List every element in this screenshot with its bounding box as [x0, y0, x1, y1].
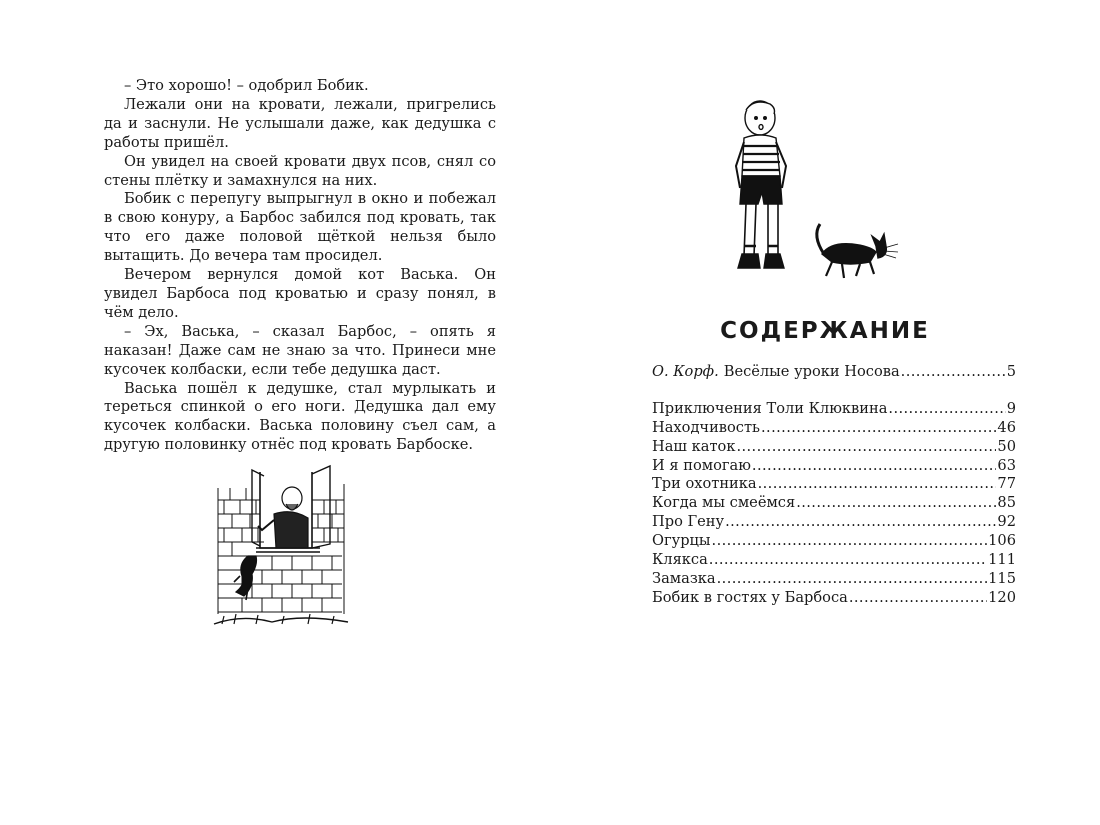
toc-author: О. Корф.	[652, 363, 719, 380]
boy-and-cat-illustration	[720, 96, 900, 286]
toc-entry[interactable]	[652, 400, 1016, 419]
paragraph: Он увидел на своей кровати двух псов, снял со стены плётку и замахнулся на них.	[104, 152, 496, 189]
toc-entry-title: И я помогаю	[652, 456, 751, 474]
toc-page-number: 111	[988, 551, 1016, 569]
toc-entry-title: Приключения Толи Клюквина	[652, 399, 888, 417]
toc-entry-title: Замазка	[652, 569, 716, 587]
toc-page-number: 77	[997, 475, 1016, 493]
story-text	[104, 77, 496, 455]
toc-entry[interactable]	[652, 475, 1016, 494]
toc-leader-dots	[849, 589, 987, 608]
toc-page-number: 85	[997, 494, 1016, 512]
paragraph: Васька пошёл к дедушке, стал мурлыкать и тереться спинкой о его ноги. Дедушка дал ему кусочек колбаски. Васька половину съел сам, а другую половинку отнёс под кровать Барбоске.	[104, 379, 496, 454]
paragraph: – Эх, Васька, – сказал Барбос, – опять я наказан! Даже сам не знаю за что. Принеси мне кусочек колбаски, если тебе дедушка даст.	[104, 322, 496, 378]
toc-page-number: 120	[988, 588, 1016, 606]
toc-page-number: 92	[997, 513, 1016, 531]
toc-page-number: 46	[997, 418, 1016, 436]
toc-entry-title: Когда мы смеёмся	[652, 494, 796, 512]
right-page	[550, 0, 1100, 825]
brick-wall	[218, 484, 344, 614]
toc-entry-title: Весёлые уроки Носова	[723, 363, 900, 380]
toc-entry[interactable]	[652, 513, 1016, 532]
toc-page-number: 9	[1006, 399, 1016, 417]
toc-leader-dots	[888, 400, 1005, 419]
toc-leader-dots	[725, 513, 996, 532]
toc-page-number: 5	[1006, 363, 1016, 380]
toc-entry[interactable]	[652, 532, 1016, 551]
paragraph: Вечером вернулся домой кот Васька. Он увидел Барбоса под кроватью и сразу понял, в чём дело.	[104, 266, 496, 321]
toc-leader-dots	[761, 419, 996, 438]
toc-entry-title: Наш каток	[652, 437, 736, 455]
toc-leader-dots	[736, 438, 996, 457]
paragraph: Лежали они на кровати, лежали, пригрелись да и заснули. Не услышали даже, как дедушка с работы пришёл.	[104, 95, 496, 151]
toc-entry-intro[interactable]	[652, 363, 1016, 382]
toc-entry-title: Бобик в гостях у Барбоса	[652, 588, 848, 606]
toc-page-number: 50	[997, 437, 1016, 455]
cat-figure	[817, 224, 898, 278]
toc-title: СОДЕРЖАНИЕ	[720, 318, 930, 344]
toc-entry-title: Находчивость	[652, 418, 760, 436]
toc-entry-title: Про Гену	[652, 513, 725, 531]
grandpa-figure	[258, 487, 308, 548]
toc-entry[interactable]	[652, 589, 1016, 608]
toc-leader-dots	[758, 475, 997, 494]
toc-entry-title: Огурцы	[652, 532, 711, 550]
toc-leader-dots	[752, 457, 997, 476]
window-illustration	[212, 464, 350, 630]
toc-leader-dots	[717, 570, 988, 589]
toc-leader-dots	[901, 363, 1006, 382]
toc-list	[652, 400, 1016, 608]
toc-leader-dots	[712, 532, 988, 551]
toc-entry[interactable]	[652, 457, 1016, 476]
table-of-contents	[652, 363, 1016, 608]
toc-page-number: 63	[997, 456, 1016, 474]
toc-page-number: 115	[988, 569, 1016, 587]
toc-leader-dots	[796, 494, 996, 513]
paragraph: Бобик с перепугу выпрыгнул в окно и побежал в свою конуру, а Барбос забился под кровать, так что его даже половой щёткой нельзя было вытащить. До вечера там просидел.	[104, 190, 496, 265]
toc-entry-title: Клякса	[652, 551, 708, 569]
toc-entry-title: Три охотника	[652, 475, 757, 493]
toc-leader-dots	[709, 551, 987, 570]
toc-entry[interactable]	[652, 438, 1016, 457]
paragraph: – Это хорошо! – одобрил Бобик.	[124, 77, 369, 94]
toc-entry[interactable]	[652, 570, 1016, 589]
toc-entry[interactable]	[652, 419, 1016, 438]
toc-entry[interactable]	[652, 494, 1016, 513]
dog-figure	[234, 556, 257, 600]
toc-entry[interactable]	[652, 551, 1016, 570]
toc-page-number: 106	[988, 532, 1016, 550]
